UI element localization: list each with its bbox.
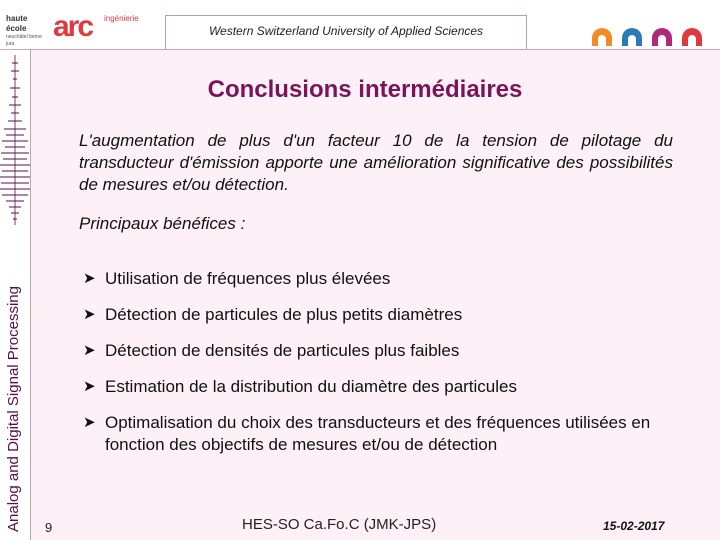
intro-paragraph: L'augmentation de plus d'un facteur 10 de la tension de pilotage du transducteur d'émission apporte une amélioration significative des possibilités de mesures et/ou détection. [79,131,673,194]
benefits-list [83,268,683,470]
header [0,0,720,50]
signal-waveform-icon [0,55,30,225]
footer-date: 15-02-2017 [603,519,665,533]
header-title: Western Switzerland University of Applied Sciences [208,24,484,38]
list-item: ➤ Détection de particules de plus petits diamètres [83,305,463,324]
arrow-bullet-icon: ➤ [83,306,96,323]
arrow-bullet-icon: ➤ [83,378,96,395]
arches-logo-icon [590,26,710,46]
arrow-bullet-icon: ➤ [83,342,96,359]
page-number: 9 [45,520,53,535]
list-item: ➤ Utilisation de fréquences plus élevées [83,269,391,288]
arrow-bullet-icon: ➤ [83,414,96,431]
list-item: ➤ Optimalisation du choix des transducteurs et des fréquences utilisées en fonction des objectifs de mesures et/ou de détection [83,413,651,454]
school-logo: haute école neuchâtel berne jura [6,14,42,47]
list-item: ➤ Estimation de la distribution du diamètre des particules [83,377,517,396]
sidebar-vertical-label: Analog and Digital Signal Processing [5,286,22,532]
arc-logo-subtitle: ingénierie [104,14,139,23]
slide-title: Conclusions intermédiaires [207,76,523,103]
benefits-heading: Principaux bénéfices : [79,214,246,233]
sidebar-divider [30,50,31,540]
arrow-bullet-icon: ➤ [83,270,96,287]
list-item: ➤ Détection de densités de particules plus faibles [83,341,460,360]
arc-logo: arc [53,10,93,43]
header-divider [0,49,720,50]
footer-credit: HES-SO Ca.Fo.C (JMK-JPS) [242,516,437,533]
